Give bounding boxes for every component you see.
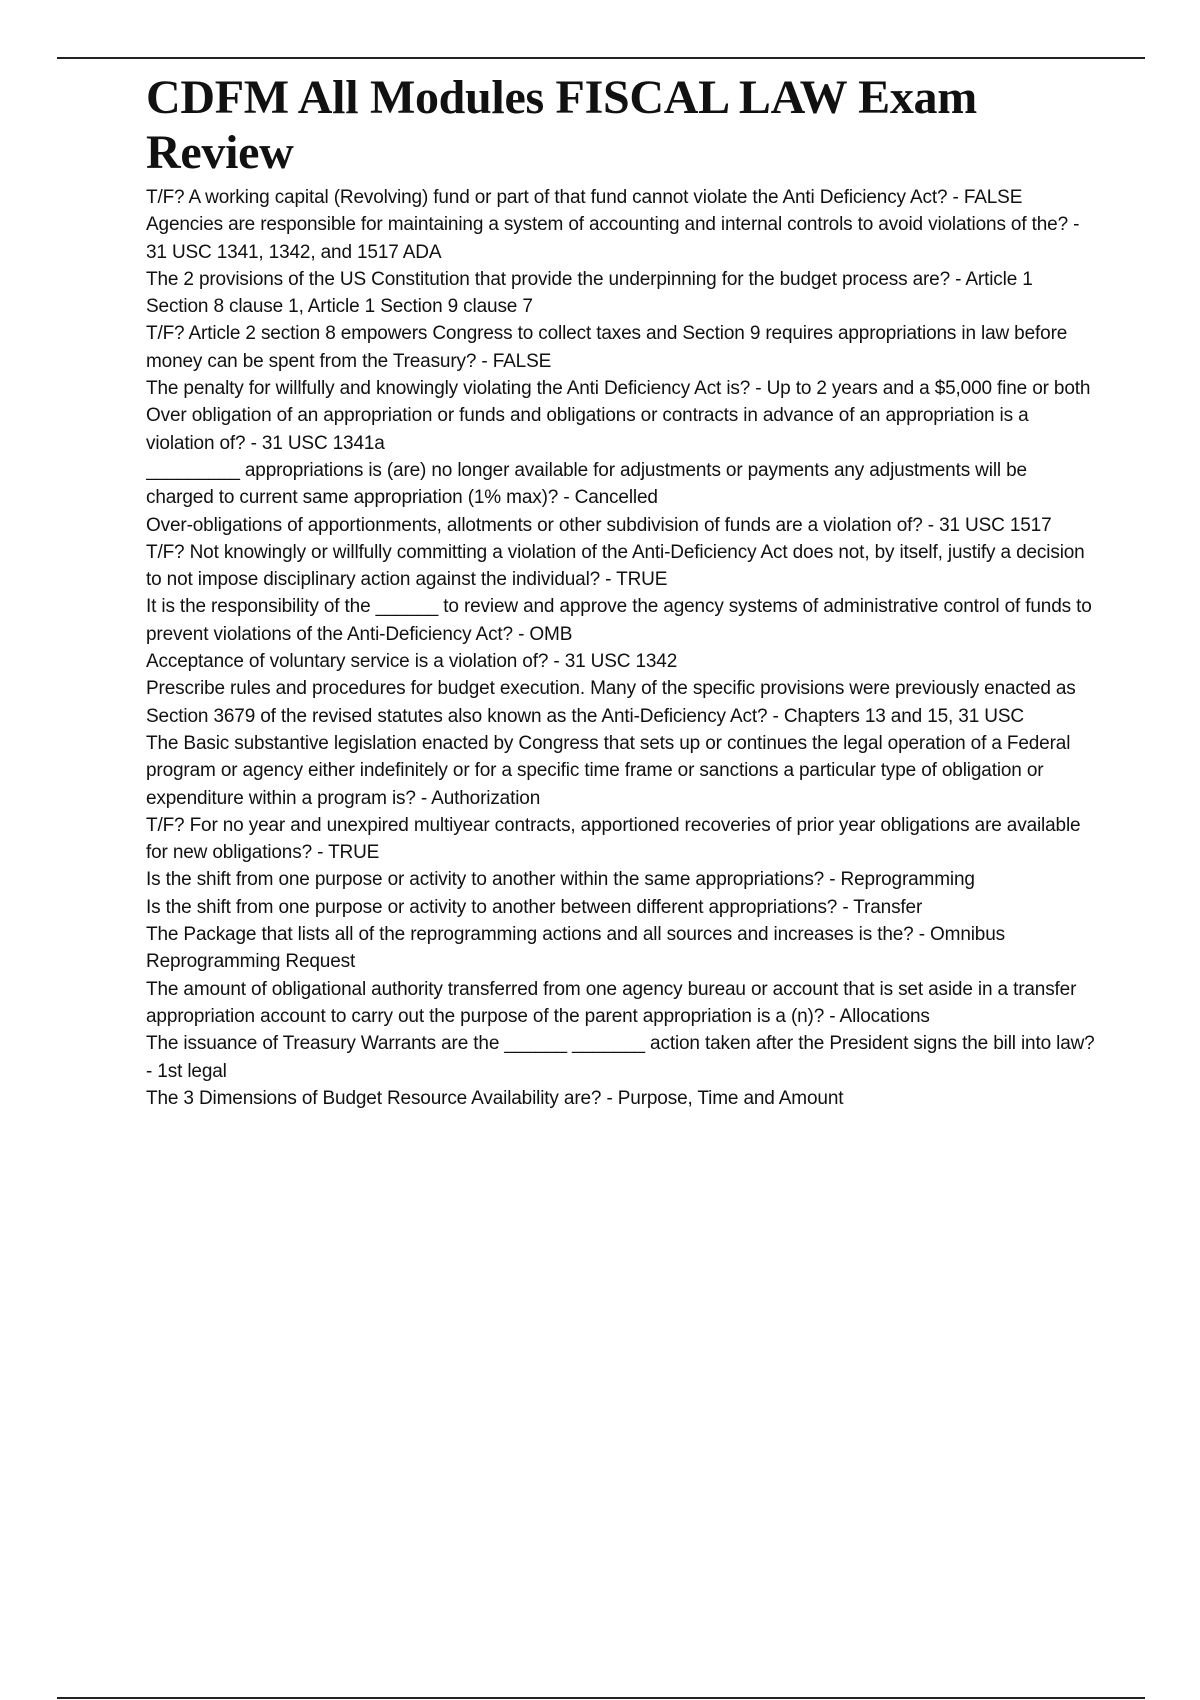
qa-item: Agencies are responsible for maintaining a system of accounting and internal controls to avoid violations of the? - 31 USC 1341, 1342, and 1517 ADA (146, 214, 1080, 263)
qa-item: T/F? Article 2 section 8 empowers Congress to collect taxes and Section 9 requires appropriations in law before money can be spent from the Treasury? - FALSE (146, 323, 1068, 372)
bottom-rule (57, 1697, 1145, 1699)
qa-item: Acceptance of voluntary service is a violation of? - 31 USC 1342 (146, 651, 678, 673)
document-title: CDFM All Modules FISCAL LAW Exam Review (146, 71, 977, 179)
qa-item: The issuance of Treasury Warrants are the ______ _______ action taken after the President signs the bill into law? - 1st legal (146, 1033, 1095, 1082)
document-body (146, 70, 1096, 1348)
qa-item: T/F? Not knowingly or willfully committing a violation of the Anti-Deficiency Act does not, by itself, justify a decision to not impose disciplinary action against the individual? - TRUE (146, 541, 1085, 591)
qa-item: Is the shift from one purpose or activity to another between different appropriations? - Transfer (146, 896, 923, 918)
qa-item: Over-obligations of apportionments, allotments or other subdivision of funds are a violation of? - 31 USC 1517 (146, 514, 1052, 536)
top-rule (57, 57, 1145, 59)
qa-item: T/F? A working capital (Revolving) fund or part of that fund cannot violate the Anti Deficiency Act? - FALSE (146, 187, 1023, 208)
qa-item: Is the shift from one purpose or activity to another within the same appropriations? - Reprogramming (146, 869, 975, 891)
qa-item: Prescribe rules and procedures for budget execution. Many of the specific provisions were previously enacted as Section 3679 of the revised statutes also known as the Anti-Deficiency Act? - Chapters 13 and 15, 31 USC (146, 678, 1076, 727)
qa-list (146, 184, 1096, 1348)
qa-item: The 2 provisions of the US Constitution that provide the underpinning for the budget process are? - Article 1 Section 8 clause 1, Article 1 Section 9 clause 7 (146, 268, 1033, 318)
qa-item: The penalty for willfully and knowingly violating the Anti Deficiency Act is? - Up to 2 years and a $5,000 fine or both (146, 378, 1091, 400)
qa-item: _________ appropriations is (are) no longer available for adjustments or payments any adjustments will be charged to current same appropriation (1% max)? - Cancelled (146, 459, 1027, 509)
qa-item: The Basic substantive legislation enacted by Congress that sets up or continues the legal operation of a Federal program or agency either indefinitely or for a specific time frame or sanctions a particular type of obligation or expenditure within a program is? - Authorization (146, 732, 1071, 809)
qa-item: It is the responsibility of the ______ to review and approve the agency systems of administrative control of funds to prevent violations of the Anti-Deficiency Act? - OMB (146, 596, 1092, 645)
qa-item: The 3 Dimensions of Budget Resource Availability are? - Purpose, Time and Amount (146, 1087, 844, 1109)
qa-item: Over obligation of an appropriation or funds and obligations or contracts in advance of an appropriation is a violation of? - 31 USC 1341a (146, 405, 1029, 454)
qa-item: The Package that lists all of the reprogramming actions and all sources and increases is the? - Omnibus Reprogramming Request (146, 924, 1005, 973)
qa-item: The amount of obligational authority transferred from one agency bureau or account that is set aside in a transfer appropriation account to carry out the purpose of the parent appropriation is a (n)? - Allocations (146, 978, 1077, 1027)
qa-item: T/F? For no year and unexpired multiyear contracts, apportioned recoveries of prior year obligations are available for new obligations? - TRUE (146, 814, 1081, 864)
